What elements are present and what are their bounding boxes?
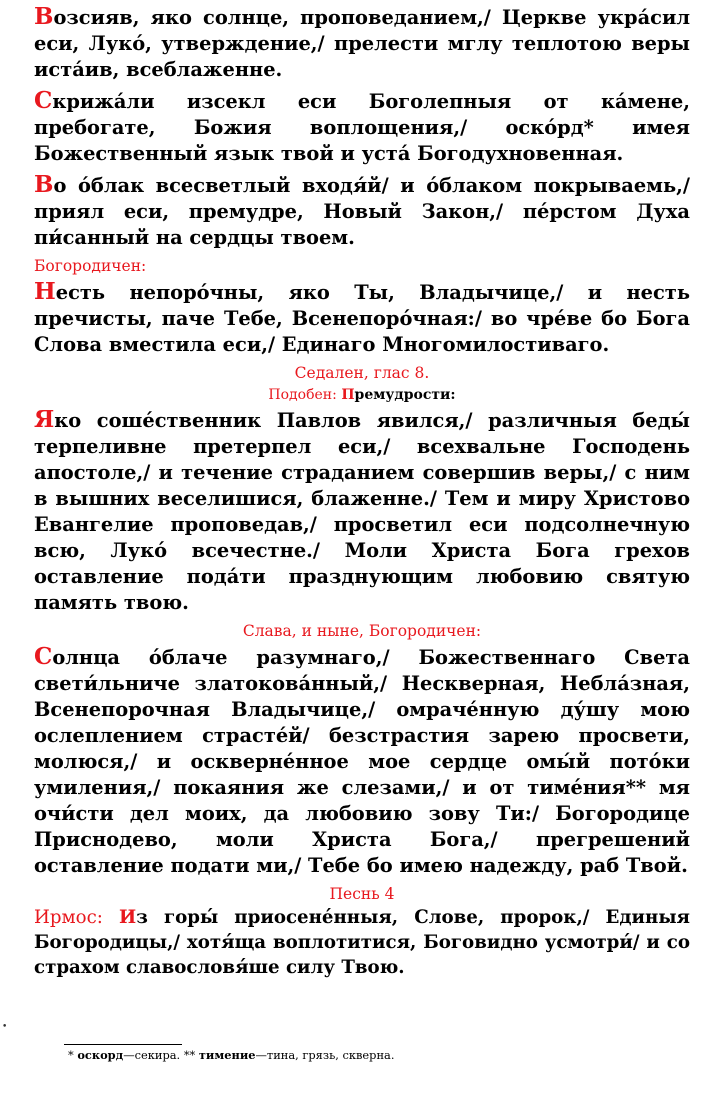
footnote-mark: * — [68, 1048, 74, 1062]
footnote-mark: ** — [183, 1048, 196, 1062]
irmos — [34, 905, 690, 980]
sedalen-heading: Седален, глас 8. — [294, 364, 430, 382]
footnotes — [68, 1048, 394, 1062]
drop-initial: С — [34, 643, 53, 670]
footnote-divider — [64, 1044, 182, 1045]
podoben-heading — [34, 386, 690, 404]
sedalen — [34, 407, 690, 616]
drop-initial: В — [34, 171, 54, 198]
ode-heading: Песнь 4 — [329, 885, 395, 903]
troparion-text: озсияв, яко солнце, проповеданием,/ Церкве укра́сил еси, Лукó, утверждение,/ прелести мглу теплотою веры иста́ив, всеблаженне. — [34, 6, 690, 81]
podoben-label: Подобен: — [268, 387, 337, 403]
drop-initial: Я — [34, 406, 55, 433]
slava-theotokion — [34, 644, 690, 879]
drop-initial: И — [119, 907, 137, 928]
irmos-text: з горы́ приосенéнныя, Слове, пророк,/ Единыя Богородицы,/ хотя́ща воплотитися, Боговидно усмотри́/ и со страхом славословя́ше силу Твою. — [34, 907, 690, 978]
rubric-theotokion: Богородичен: — [34, 257, 147, 275]
troparion-3 — [34, 172, 690, 251]
footnote-definition: —секира. — [123, 1048, 181, 1062]
footnote-definition: —тина, грязь, скверна. — [255, 1048, 395, 1062]
footnote-term: тимение — [198, 1048, 256, 1062]
margin-mark-icon: • — [2, 1022, 8, 1032]
drop-initial: В — [34, 3, 54, 30]
drop-initial: Н — [34, 278, 56, 305]
troparion-text: о óблак всесветлый входя́й/ и óблаком покрываемь,/ приял еси, премудре, Новый Закон,/ пéрстом Духа пи́санный на сердцы твоем. — [34, 174, 690, 249]
troparion-1 — [34, 4, 690, 83]
troparion-text: крижа́ли изсекл еси Боголепныя от ка́мене, пребогате, Божия воплощения,/ оскóрд* имея Божественный язык твой и уста́ Богодухновенная. — [34, 90, 690, 165]
slava-text: олнца óблаче разумнаго,/ Божественнаго Света свети́льниче златокова́нный,/ Нескверная, Небла́зная, Всенепорочная Владычице,/ омраче́нную ду́шу мою ослеплением страсте́й/ безстрастия зарею просвети, молюся,/ и оскверне́нное мое сердце омы́й потóки умиления,/ покаяния же слезами,/ и от тимéния** мя очи́сти дел моих, да любовию зову Ти:/ Богородице Приснодево, моли Христа Бога,/ прегрешений оставление подати ми,/ Тебе бо имею надежду, раб Твой. — [34, 646, 690, 877]
drop-initial: С — [34, 87, 53, 114]
podoben-initial: П — [341, 387, 355, 403]
slava-heading: Слава, и ныне, Богородичен: — [242, 622, 482, 640]
theotokion-text: есть непорóчны, яко Ты, Владычице,/ и несть пречисты, паче Тебе, Всенепорóчная:/ во чрéве бо Бога Слова вместила еси,/ Единаго Многомилостиваго. — [34, 281, 690, 356]
podoben-text: ремудрости: — [354, 387, 456, 403]
theotokion — [34, 279, 690, 358]
footnote-term: оскорд — [77, 1048, 124, 1062]
sedalen-text: ко сошéственник Павлов явился,/ различныя беды́ терпеливне претерпел еси,/ всехвальне Господень апостоле,/ и течение страданием совершив веры,/ с ним в вышних веселишися, блаженне./ Тем и миру Христово Евангелие проповедав,/ просветил еси подсолнечную всю, Лукó всечестне./ Моли Христа Бога грехов оставление пода́ти празднующим любовию святую память твою. — [34, 409, 690, 614]
troparion-2 — [34, 88, 690, 167]
irmos-label: Ирмос: — [34, 907, 103, 928]
page-content — [34, 4, 690, 985]
